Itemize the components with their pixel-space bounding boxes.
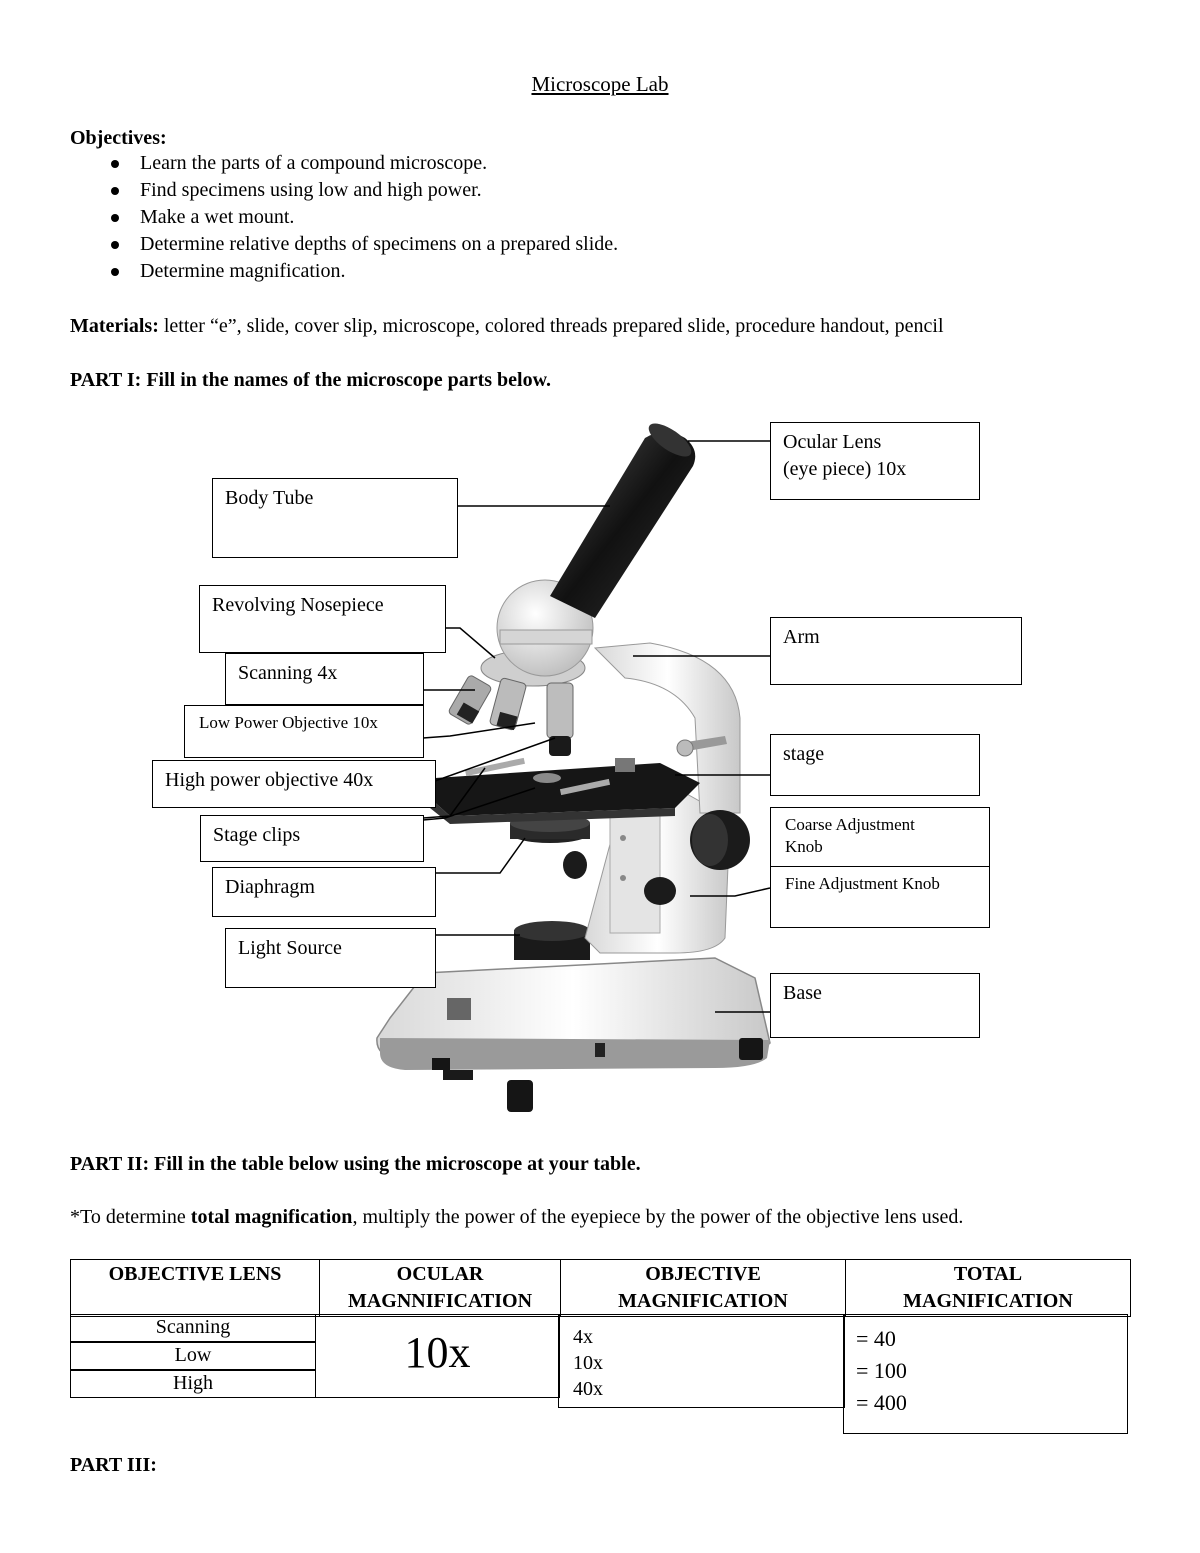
part1-heading: PART I: Fill in the names of the microscope parts below. xyxy=(70,369,551,391)
label-revolving-nosepiece: Revolving Nosepiece xyxy=(199,585,446,653)
part3-heading: PART III: xyxy=(70,1454,157,1476)
header-objective-lens: OBJECTIVE LENS xyxy=(71,1260,320,1317)
magnification-note xyxy=(70,1206,963,1229)
magnification-table xyxy=(70,1259,1131,1317)
label-light-source: Light Source xyxy=(225,928,436,988)
microscope-diagram xyxy=(155,418,1045,1123)
lens-low: Low xyxy=(70,1342,316,1370)
total-value: = 40 xyxy=(856,1326,896,1351)
label-high-power: High power objective 40x xyxy=(152,760,436,808)
materials-text: letter “e”, slide, cover slip, microscope, colored threads prepared slide, procedure handout, pencil xyxy=(158,315,944,337)
ocular-value: 10x xyxy=(315,1314,560,1398)
label-coarse-line1: Coarse Adjustment xyxy=(785,815,915,834)
part2-heading: PART II: Fill in the table below using the microscope at your table. xyxy=(70,1153,641,1175)
label-fine-adjustment: Fine Adjustment Knob xyxy=(770,866,990,928)
note-prefix: *To determine xyxy=(70,1206,191,1228)
header-total-line2: MAGNIFICATION xyxy=(903,1290,1073,1312)
total-value: = 400 xyxy=(856,1390,907,1415)
objective-value: 4x xyxy=(573,1326,593,1348)
page-title: Microscope Lab xyxy=(531,72,669,96)
header-ocular-line1: OCULAR xyxy=(396,1263,484,1285)
label-low-power: Low Power Objective 10x xyxy=(184,705,424,758)
label-coarse-line2: Knob xyxy=(785,837,823,856)
label-arm: Arm xyxy=(770,617,1022,685)
objectives-heading: Objectives: xyxy=(70,127,167,149)
label-diaphragm: Diaphragm xyxy=(212,867,436,917)
materials-label: Materials: xyxy=(70,315,159,337)
objectives-list xyxy=(108,150,618,285)
header-ocular-line2: MAGNNIFICATION xyxy=(347,1290,533,1312)
note-suffix: , multiply the power of the eyepiece by the power of the objective lens used. xyxy=(352,1206,964,1228)
lens-scanning: Scanning xyxy=(70,1314,316,1342)
label-ocular-lens xyxy=(770,422,980,500)
materials-line xyxy=(70,315,944,338)
label-ocular-line2: (eye piece) 10x xyxy=(783,458,907,480)
objective-value: 40x xyxy=(573,1378,603,1400)
header-total-magnification xyxy=(846,1260,1131,1317)
header-objective-line1: OBJECTIVE xyxy=(645,1263,761,1285)
lens-high: High xyxy=(70,1370,316,1398)
objective-item: Find specimens using low and high power. xyxy=(108,177,618,204)
table-header-row xyxy=(71,1260,1131,1317)
total-value: = 100 xyxy=(856,1358,907,1383)
label-scanning: Scanning 4x xyxy=(225,653,424,705)
header-total-line1: TOTAL xyxy=(953,1263,1023,1285)
label-stage-clips: Stage clips xyxy=(200,815,424,862)
objective-item: Determine relative depths of specimens on a prepared slide. xyxy=(108,231,618,258)
objective-item: Make a wet mount. xyxy=(108,204,618,231)
objective-item: Determine magnification. xyxy=(108,258,618,285)
header-objective-line2: MAGNIFICATION xyxy=(618,1290,788,1312)
label-body-tube: Body Tube xyxy=(212,478,458,558)
objective-item: Learn the parts of a compound microscope. xyxy=(108,150,618,177)
objective-value: 10x xyxy=(573,1352,603,1374)
label-ocular-line1: Ocular Lens xyxy=(783,431,882,453)
header-objective-magnification xyxy=(561,1260,846,1317)
label-base: Base xyxy=(770,973,980,1038)
objective-values xyxy=(558,1314,845,1408)
total-values xyxy=(843,1314,1128,1434)
note-bold: total magnification xyxy=(190,1206,353,1228)
label-stage: stage xyxy=(770,734,980,796)
label-coarse-adjustment xyxy=(770,807,990,867)
header-ocular-magnification xyxy=(320,1260,561,1317)
